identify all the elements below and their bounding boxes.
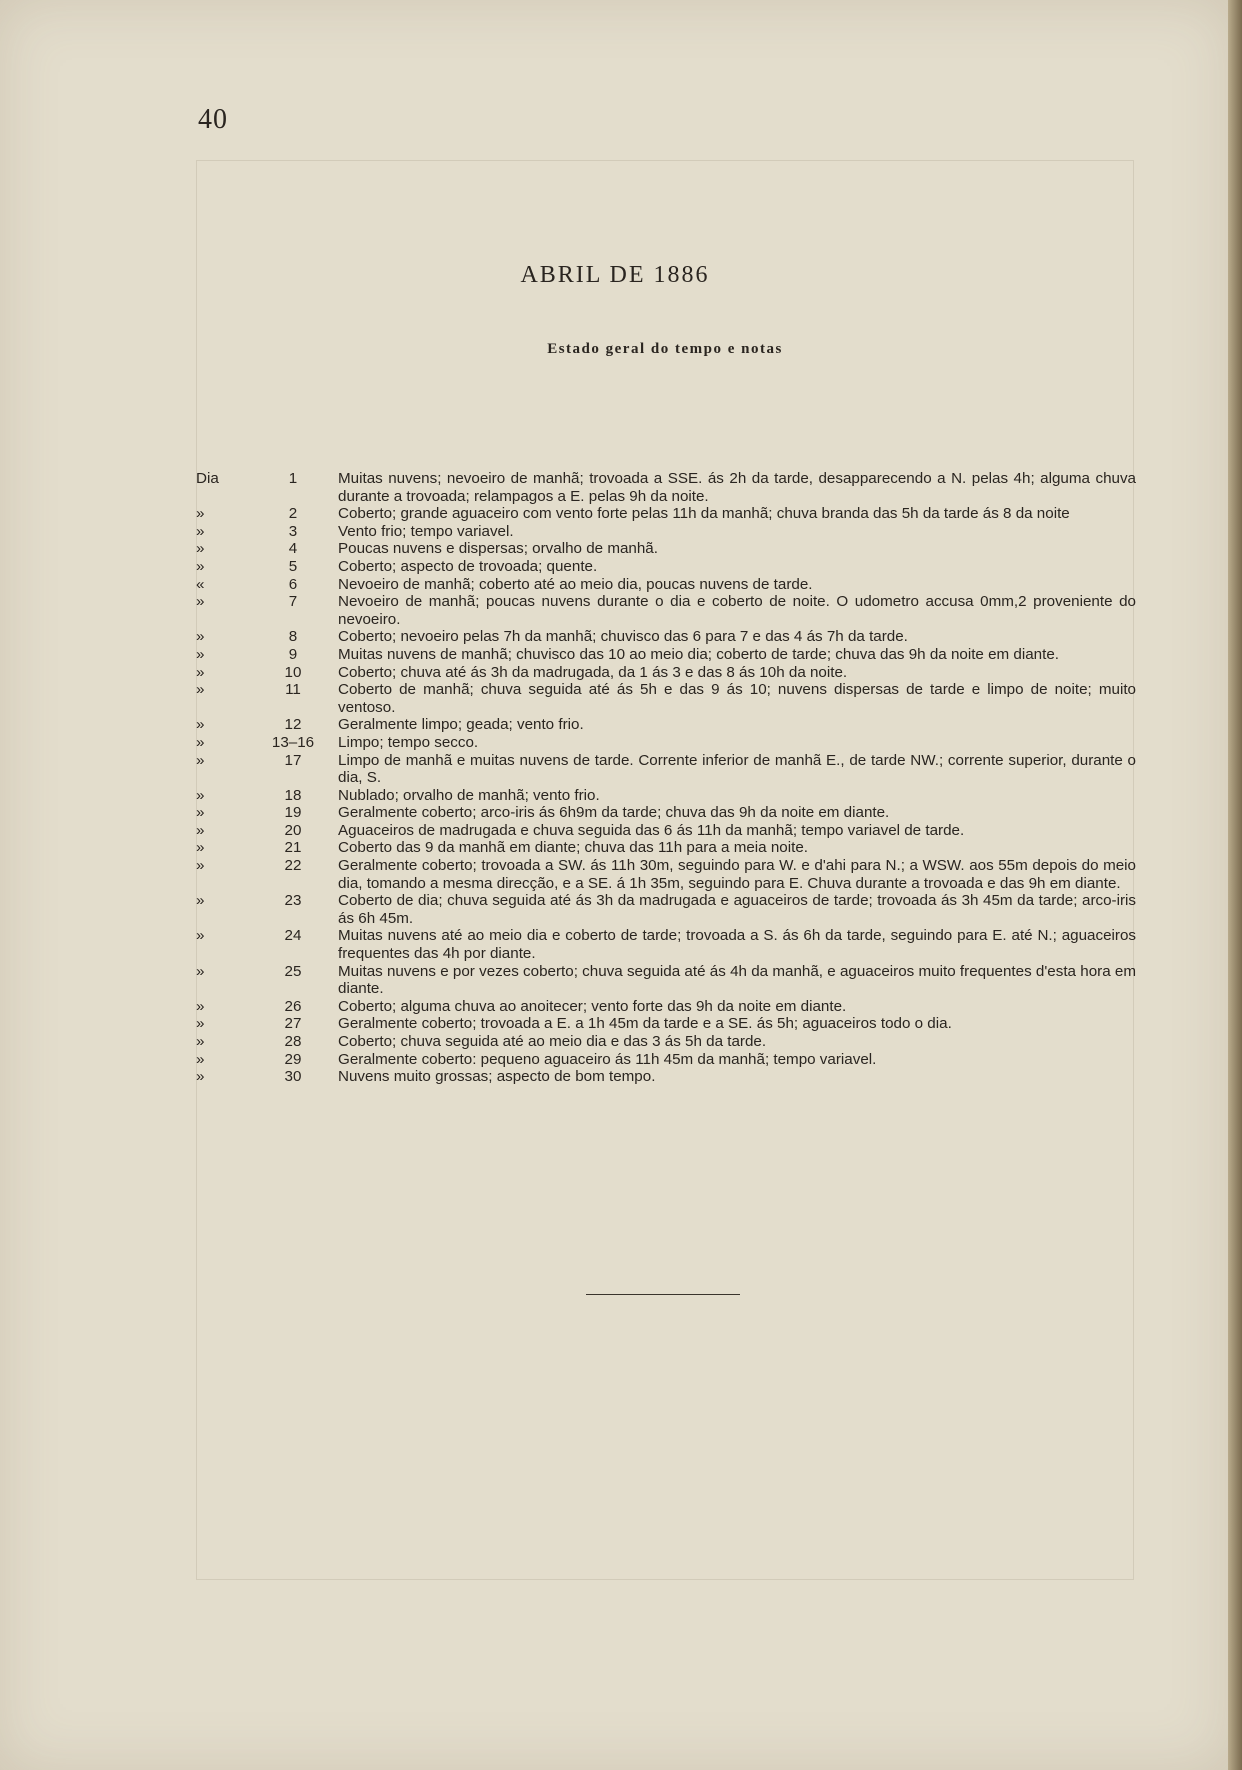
entry-label: » — [196, 557, 205, 575]
entry-label: » — [196, 751, 205, 769]
entry-day: 18 — [284, 786, 302, 804]
entry-label: » — [196, 892, 205, 910]
list-item — [196, 540, 1136, 558]
entry-day: 10 — [284, 663, 302, 681]
list-item — [196, 857, 1136, 892]
entry-note: Nublado; orvalho de manhã; vento frio. — [338, 786, 600, 804]
list-item — [196, 752, 1136, 787]
entry-note: Nevoeiro de manhã; coberto até ao meio dia, poucas nuvens de tarde. — [338, 575, 813, 593]
list-item — [196, 927, 1136, 962]
entry-label: » — [196, 645, 205, 663]
book-spine-edge — [1228, 0, 1242, 1770]
entry-day: 19 — [284, 804, 302, 822]
list-item — [196, 963, 1136, 998]
list-item — [196, 892, 1136, 927]
list-item — [196, 576, 1136, 594]
list-item — [196, 839, 1136, 857]
entry-label: » — [196, 1033, 205, 1050]
list-item — [196, 734, 1136, 752]
entry-label: » — [196, 540, 205, 558]
entry-note: Aguaceiros de madrugada e chuva seguida das 6 ás 11h da manhã; tempo variavel de tarde. — [338, 821, 965, 839]
entry-label: » — [196, 681, 205, 699]
list-item — [196, 1068, 1136, 1086]
entry-day: 5 — [288, 557, 298, 575]
entry-note: Nuvens muito grossas; aspecto de bom tempo. — [338, 1068, 656, 1086]
entry-day: 9 — [288, 645, 298, 663]
entry-day: 20 — [284, 821, 302, 839]
entry-label: » — [196, 733, 205, 751]
entry-note: Geralmente limpo; geada; vento frio. — [338, 716, 584, 734]
entry-note: Muitas nuvens até ao meio dia e coberto de tarde; trovoada a S. ás 6h da tarde, seguindo para E. até N.; aguaceiros frequentes das 4h por diante. — [338, 927, 1136, 963]
entry-day: 4 — [288, 540, 298, 558]
list-item — [196, 523, 1136, 541]
entry-label: « — [196, 575, 205, 593]
list-item — [196, 1033, 1136, 1051]
list-item — [196, 505, 1136, 523]
entry-note: Geralmente coberto: pequeno aguaceiro ás 11h 45m da manhã; tempo variavel. — [338, 1050, 877, 1068]
entry-label: » — [196, 786, 205, 804]
list-item — [196, 716, 1136, 734]
entry-day: 13–16 — [271, 733, 315, 751]
entry-note: Poucas nuvens e dispersas; orvalho de manhã. — [338, 540, 658, 558]
entry-label: » — [196, 997, 205, 1015]
entry-note: Vento frio; tempo variavel. — [338, 522, 514, 540]
entry-day: 2 — [288, 505, 298, 523]
entry-label: » — [196, 522, 205, 540]
entry-label: » — [196, 821, 205, 839]
entry-day: 23 — [284, 892, 302, 910]
entry-note: Coberto de manhã; chuva seguida até ás 5h e das 9 ás 10; nuvens dispersas de tarde e limpo de noite; muito ventoso. — [338, 681, 1136, 716]
entry-label: » — [196, 505, 205, 523]
entry-label: » — [196, 1050, 205, 1068]
entry-label: » — [196, 927, 205, 945]
entry-note: Coberto; chuva seguida até ao meio dia e das 3 ás 5h da tarde. — [338, 1033, 767, 1050]
page-number: 40 — [198, 104, 228, 135]
entry-label: Dia — [196, 470, 219, 487]
section-subtitle: Estado geral do tempo e notas — [547, 341, 783, 357]
list-item — [196, 558, 1136, 576]
entry-note: Muitas nuvens e por vezes coberto; chuva seguida até ás 4h da manhã, e aguaceiros muito frequentes d'esta hora em diante. — [338, 962, 1136, 998]
entry-day: 26 — [284, 997, 302, 1015]
entry-day: 12 — [284, 716, 302, 734]
entry-label: » — [196, 593, 205, 611]
list-item — [196, 1015, 1136, 1033]
entry-label: » — [196, 804, 205, 822]
closing-rule — [586, 1294, 740, 1295]
entry-day: 27 — [284, 1015, 302, 1033]
entry-label: » — [196, 1015, 205, 1033]
entry-label: » — [196, 663, 205, 681]
entry-day: 30 — [284, 1068, 302, 1086]
list-item — [196, 998, 1136, 1016]
list-item — [196, 804, 1136, 822]
entry-day: 7 — [288, 593, 298, 611]
entry-day: 11 — [285, 681, 301, 699]
list-item — [196, 628, 1136, 646]
entry-day: 3 — [288, 522, 298, 540]
entry-day: 1 — [288, 470, 298, 487]
entry-note: Coberto; nevoeiro pelas 7h da manhã; chuvisco das 6 para 7 e das 4 ás 7h da tarde. — [338, 628, 908, 646]
list-item — [196, 681, 1136, 716]
entry-note: Limpo; tempo secco. — [338, 733, 479, 751]
entry-label: » — [196, 839, 205, 857]
page-title: ABRIL DE 1886 — [520, 262, 710, 288]
entry-note: Nevoeiro de manhã; poucas nuvens durante o dia e coberto de noite. O udometro accusa 0mm,2 proveniente do nevoeiro. — [338, 593, 1136, 628]
weather-notes-list — [196, 470, 1136, 1086]
entry-note: Coberto das 9 da manhã em diante; chuva das 11h para a meia noite. — [338, 839, 808, 857]
entry-label: » — [196, 962, 205, 980]
list-item — [196, 787, 1136, 805]
entry-day: 22 — [284, 857, 302, 875]
entry-note: Geralmente coberto; trovoada a E. a 1h 45m da tarde e a SE. ás 5h; aguaceiros todo o dia. — [338, 1015, 952, 1033]
list-item — [196, 470, 1136, 505]
entry-note: Coberto; chuva até ás 3h da madrugada, da 1 ás 3 e das 8 ás 10h da noite. — [338, 663, 848, 681]
entry-label: » — [196, 1068, 205, 1086]
list-item — [196, 646, 1136, 664]
entry-note: Geralmente coberto; trovoada a SW. ás 11h 30m, seguindo para W. e d'ahi para N.; a WSW. aos 55m depois do meio dia, tomando a mesma direcção, e a SE. á 1h 35m, seguindo para E. Chuva durante a trovoada e das 9h em diante. — [338, 857, 1136, 892]
entry-note: Coberto de dia; chuva seguida até ás 3h da madrugada e aguaceiros de tarde; trovoada ás 3h 45m da tarde; arco-iris ás 6h 45m. — [338, 892, 1136, 927]
entry-day: 29 — [284, 1050, 302, 1068]
entry-note: Coberto; grande aguaceiro com vento forte pelas 11h da manhã; chuva branda das 5h da tarde ás 8 da noite — [338, 505, 1070, 523]
entry-note: Muitas nuvens de manhã; chuvisco das 10 ao meio dia; coberto de tarde; chuva das 9h da noite em diante. — [338, 645, 1060, 663]
entry-label: » — [196, 857, 205, 875]
entry-day: 21 — [284, 839, 302, 857]
list-item — [196, 1051, 1136, 1069]
entry-label: » — [196, 628, 205, 646]
entry-day: 25 — [284, 962, 302, 980]
entry-note: Limpo de manhã e muitas nuvens de tarde. Corrente inferior de manhã E., de tarde NW.; corrente superior, durante o dia, S. — [338, 751, 1136, 787]
entry-day: 8 — [288, 628, 298, 646]
entry-label: » — [196, 716, 205, 734]
entry-note: Muitas nuvens; nevoeiro de manhã; trovoada a SSE. ás 2h da tarde, desapparecendo a N. pelas 4h; alguma chuva durante a trovoada; relampagos a E. pelas 9h da noite. — [338, 470, 1136, 505]
entry-day: 24 — [284, 927, 302, 945]
entry-day: 17 — [284, 751, 302, 769]
entry-day: 6 — [288, 575, 298, 593]
entry-day: 28 — [284, 1033, 302, 1050]
entry-note: Coberto; alguma chuva ao anoitecer; vento forte das 9h da noite em diante. — [338, 997, 847, 1015]
list-item — [196, 664, 1136, 682]
entry-note: Geralmente coberto; arco-iris ás 6h9m da tarde; chuva das 9h da noite em diante. — [338, 804, 890, 822]
list-item — [196, 822, 1136, 840]
entry-note: Coberto; aspecto de trovoada; quente. — [338, 557, 598, 575]
list-item — [196, 593, 1136, 628]
